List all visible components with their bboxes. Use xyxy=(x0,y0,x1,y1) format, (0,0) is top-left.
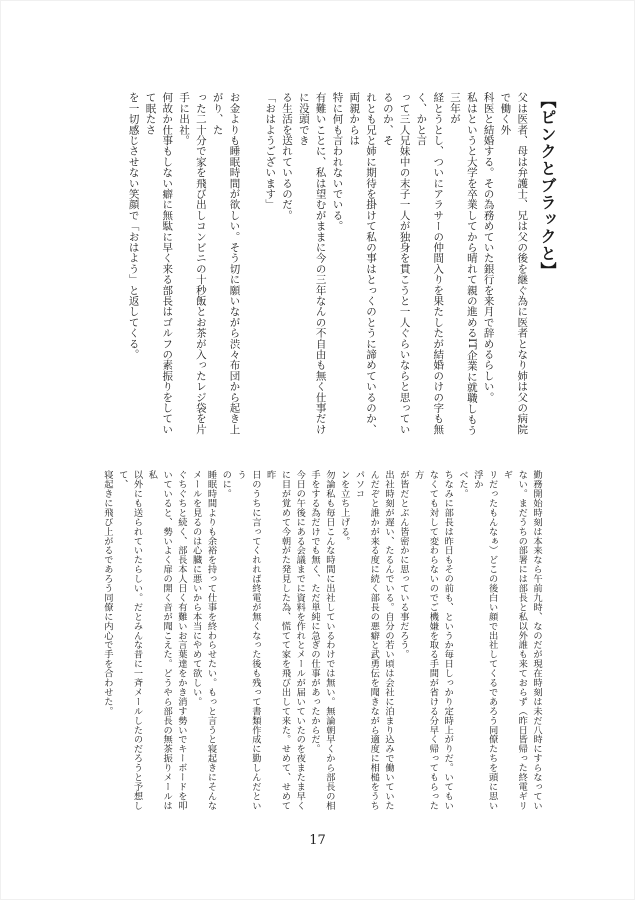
text-line: 科医と結婚する。その為務めていた銀行を来月で辞めるらしい。 xyxy=(482,92,495,403)
text-line: 有難いことに、私は望むがままに今の三年なんの不自由も無く仕事だけに没頭でき xyxy=(297,92,327,435)
text-line: れとも兄と姉に期待を掛けて私の事はとっくのとうに諦めているのか、両親からは xyxy=(348,92,378,435)
text-line: 手をする為だけでも無く、ただ単純に急ぎの仕事があったからだ。 xyxy=(309,470,321,754)
text-line: 父は医者、母は弁護士、兄は父の後を継ぐ為に医者となり姉は父の病院で働く外 xyxy=(499,92,529,435)
text-line: べた。 xyxy=(457,470,469,499)
text-line: 勤務開始時刻は本来なら午前九時、なのだが現在時刻は未だ八時にすらなってい xyxy=(531,470,542,811)
text-line: 出社時刻が遅い、たるんでいる。自分の若い頃は会社に泊まり込みで働いていた xyxy=(383,470,395,811)
text-line: って三人兄妹中の末子一人が独身を貫こうと一人ぐらいならと思っているのか、そ xyxy=(381,92,411,435)
text-line: 睡眠時間よりも余裕を持って仕事を終わらせたい。もっと言うと寝起きにそんな xyxy=(205,470,217,811)
text-line: に目が覚めて今朝がた発見した為、慌てて家を飛び出して来た。せめて、せめて昨 xyxy=(264,470,291,811)
text-line: った二十分で家を飛び出しコンビニの十秒飯とお茶が入ったレジ袋を片手に出社。 xyxy=(178,92,207,435)
text-line: ちなみに部長は昨日もその前も、というか毎日しっかり定時上がりだ。いてもい xyxy=(442,470,454,811)
text-line: 特に何も言われないでいる。 xyxy=(331,92,344,232)
text-line: 勿論私も毎日こんな時間に出社しているわけでは無い。無論朝早くから部長の相 xyxy=(323,470,335,811)
text-line: 何故か仕事もしない癖に無駄に早く来る部長はゴルフの素振りをしていて眠たさ xyxy=(144,92,174,435)
text-line: リだったもんなぁ）どこの後白い顔で出社してくるであろう同僚たちを頭に思い浮か xyxy=(471,470,498,811)
text-line: 今日の午後にある会議までに資料を作れとメールが届いていたのを夜またま早く xyxy=(294,470,306,811)
text-line: のに。 xyxy=(220,470,232,499)
text-line: ぐちぐちと続く、部長本人日く有難いお言葉達をかき消す勢いでキーボードを叩 xyxy=(175,470,187,811)
upper-text-block xyxy=(125,92,555,444)
text-line: ンを立ち上げる。 xyxy=(338,470,350,546)
text-line: 以外にも送られていたらしい。だとみんな昔に一斉メールしたのだろうと予想して、 xyxy=(116,470,143,811)
text-line: んだぞと誰かが来る度に続く部長の悪癖と武勇伝を聞きながら適度に相槌をうちパソコ xyxy=(353,470,380,811)
text-line: 「おはようございます」 xyxy=(264,92,277,210)
text-line: いていると、勢いよく扉の開く音が聞こえた。どうやら部長の無茶振りメールは私 xyxy=(146,470,173,811)
text-line: が皆だとぶん皆密かに思っている事だろう。 xyxy=(397,470,409,659)
text-line: お金よりも睡眠時間が欲しい。そう切に願いながら渋々布団から起き上がり、た xyxy=(211,92,241,435)
chapter-title: 【ピンクとブラックと】 xyxy=(538,92,557,279)
text-line: 私はというと大学を卒業してから晴れて親の進めるIT企業に就職しもう三年が xyxy=(449,92,478,436)
text-line: 経とうとし、ついにアラサーの仲間入りを果たしたが結婚のけの字も無く、かと言 xyxy=(415,92,445,435)
text-line: を一切感じさせない笑顔で「おはよう」と返してくる。 xyxy=(127,92,140,360)
text-line: 日のうちに言ってくれれば終電が無くなった後も残って書類作成に勤しんだという xyxy=(235,470,261,811)
page-number: 17 xyxy=(309,833,326,848)
text-line: 寝起きに飛び上がるであろう同僚に内心で手を合わせた。 xyxy=(101,470,113,716)
text-line: ない。まだうちの部署には部長と私以外誰も来ておらず（昨日皆帰った終電ギリギ xyxy=(501,470,528,811)
text-line: る生活を送れているのだ。 xyxy=(281,92,294,221)
lower-text-block xyxy=(87,470,543,817)
text-line: なくても対して変わらないのでご機嫌を取る手間が省ける分早く帰ってもらった方 xyxy=(412,470,439,811)
text-line: メールを見るのは心臓に悪いから本当にやめて欲しい。 xyxy=(190,470,202,707)
